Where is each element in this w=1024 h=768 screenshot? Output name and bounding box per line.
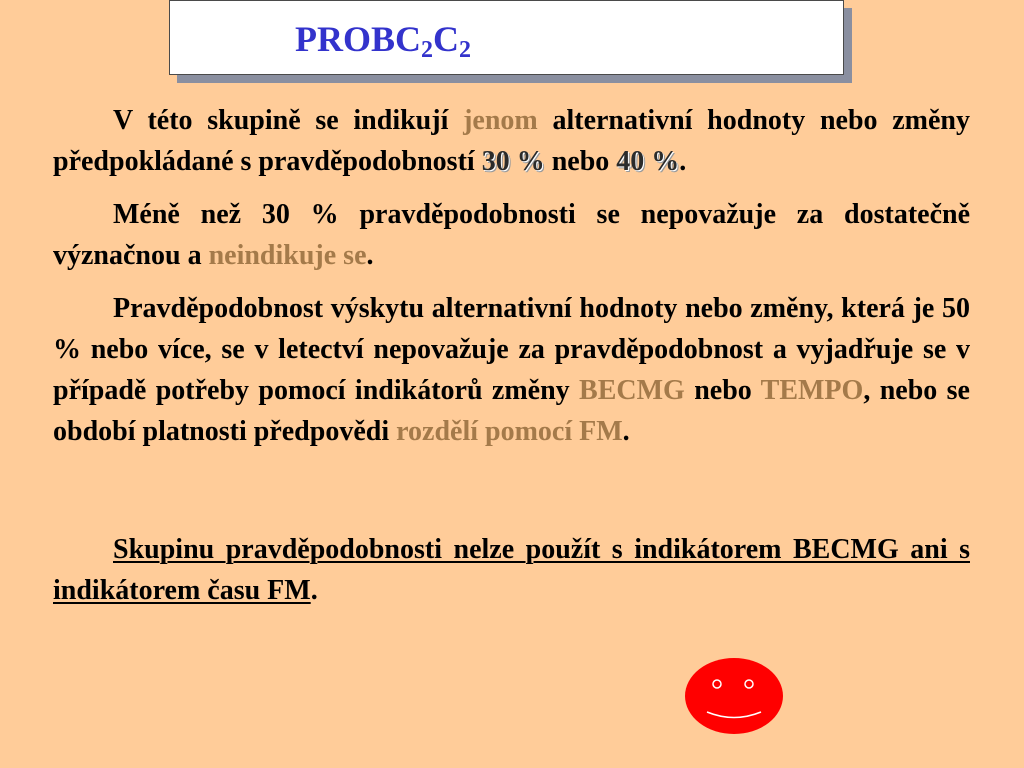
smiley-face: [685, 658, 783, 734]
title-mid: C: [433, 19, 459, 59]
embossed-30-percent: 30 %: [481, 146, 545, 177]
highlight-jenom: jenom: [463, 105, 538, 136]
slide-content: [53, 100, 970, 623]
paragraph-3: [53, 288, 970, 452]
highlight-neindikuje-se: neindikuje se: [208, 240, 367, 271]
highlight-rozdeli-pomoci-fm: rozdělí pomocí FM: [396, 416, 623, 447]
title-main: PROBC: [295, 19, 421, 59]
paragraph-3-text-2: nebo: [684, 375, 761, 406]
underlined-warning: Skupinu pravděpodobnosti nelze použít s indikátorem BECMG ani s indikátorem času FM: [53, 534, 970, 606]
paragraph-2: [53, 194, 970, 276]
paragraph-4-text-1: .: [310, 575, 318, 606]
paragraph-3-text-1: Pravděpodobnost výskytu alternativní hodnoty nebo změny, která je 50 % nebo více, se v letectví nepovažuje za pravděpodobnost a vyjadřuje se v případě potřeby pomocí indikátorů změny: [53, 293, 970, 406]
title-box: [169, 0, 844, 75]
paragraph-1-text-3: nebo: [544, 146, 617, 177]
paragraph-3-text-3: , nebo se období platnosti předpovědi: [53, 375, 970, 447]
title-subscript-1: 2: [421, 37, 433, 63]
page-title: [295, 18, 471, 63]
title-subscript-2: 2: [459, 37, 471, 63]
embossed-40-percent: 40 %: [616, 146, 680, 177]
paragraph-2-text-1: Méně než 30 % pravděpodobnosti se nepovažuje za dostatečně význačnou a: [53, 199, 970, 271]
paragraph-3-text-4: .: [622, 416, 630, 447]
smiley-face-icon: [684, 657, 784, 735]
highlight-becmg: BECMG: [579, 375, 685, 406]
paragraph-1-text-4: .: [679, 146, 687, 177]
paragraph-1-text-2: alternativní hodnoty nebo změny předpokládané s pravděpodobností: [53, 105, 970, 177]
paragraph-4: [53, 529, 970, 611]
highlight-tempo: TEMPO: [760, 375, 864, 406]
paragraph-1-text-1: V této skupině se indikují: [113, 105, 464, 136]
paragraph-1: [53, 100, 970, 182]
paragraph-2-text-2: .: [366, 240, 374, 271]
